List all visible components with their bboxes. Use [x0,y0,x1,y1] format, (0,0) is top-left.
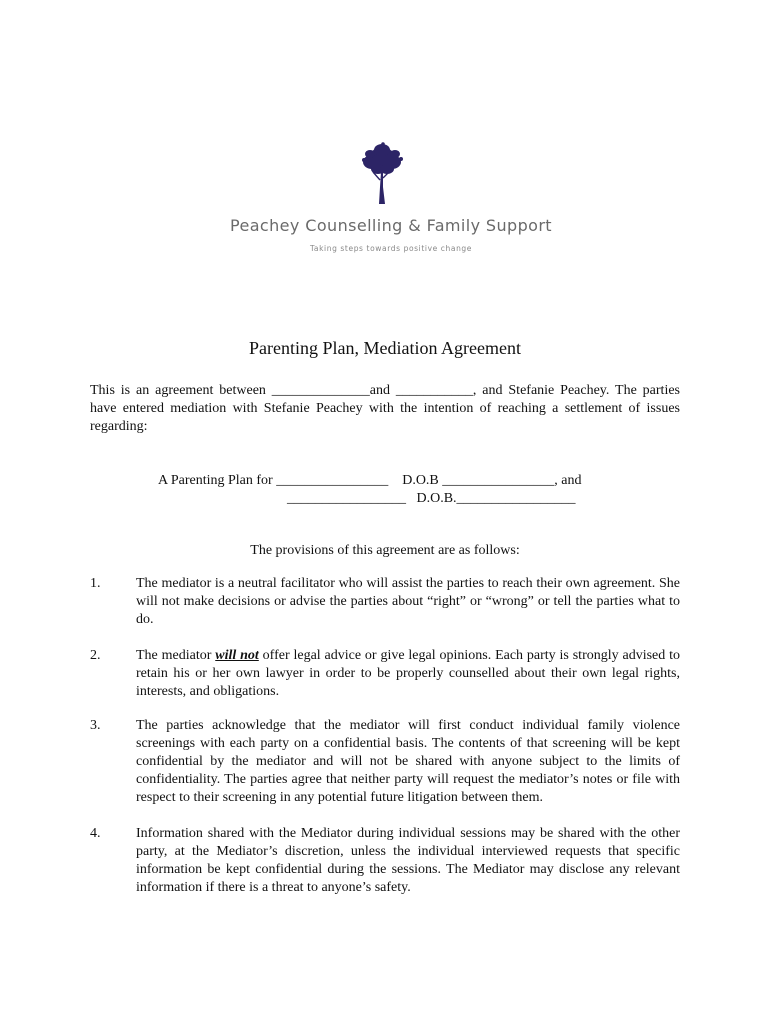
parenting-plan-line-1: A Parenting Plan for ________________ D.O.B ________________, and [158,473,582,488]
brand-name: Peachey Counselling & Family Support [230,216,552,235]
provisions-heading: The provisions of this agreement are as follows: [250,543,520,558]
document-title: Parenting Plan, Mediation Agreement [249,338,521,358]
provision-item-1 [90,575,680,629]
item-text-pre: The mediator [136,648,216,663]
item-text-post: offer legal advice or give legal opinions. Each party is strongly advised to retain his or her own lawyer in order to be properly counselled about their own legal rights, interests, and obligations. [136,648,680,699]
tree-logo [356,142,408,212]
item-text [136,647,680,701]
provision-item-4 [90,825,680,897]
parenting-plan-line-2: _________________ D.O.B._________________ [287,491,576,506]
item-text: The parties acknowledge that the mediator will first conduct individual family violence screenings with each party on a confidential basis. The contents of that screening will be kept confidential by the mediator and will not be shared with anyone subject to the limits of confidentiality. The parties agree that neither party will request the mediator’s notes or file with respect to their screening in any potential future litigation between them. [136,718,680,805]
item-number: 2. [90,648,101,663]
item-number: 3. [90,718,101,733]
item-number: 1. [90,576,101,591]
intro-paragraph: This is an agreement between ______________and ___________, and Stefanie Peachey. The parties have entered mediation with Stefanie Peachey with the intention of reaching a settlement of issues regarding: [90,383,680,434]
provision-item-2 [90,647,680,701]
emphasis-will-not: will not [215,648,259,663]
item-number: 4. [90,826,101,841]
item-text: Information shared with the Mediator during individual sessions may be shared with the other party, at the Mediator’s discretion, unless the individual interviewed requests that specific information be kept confidential during the sessions. The Mediator may disclose any relevant information if there is a threat to anyone’s safety. [136,826,680,895]
item-text: The mediator is a neutral facilitator who will assist the parties to reach their own agreement. She will not make decisions or advise the parties about “right” or “wrong” or tell the parties what to do. [136,576,680,627]
provision-item-3 [90,717,680,807]
brand-tagline: Taking steps towards positive change [309,244,473,253]
